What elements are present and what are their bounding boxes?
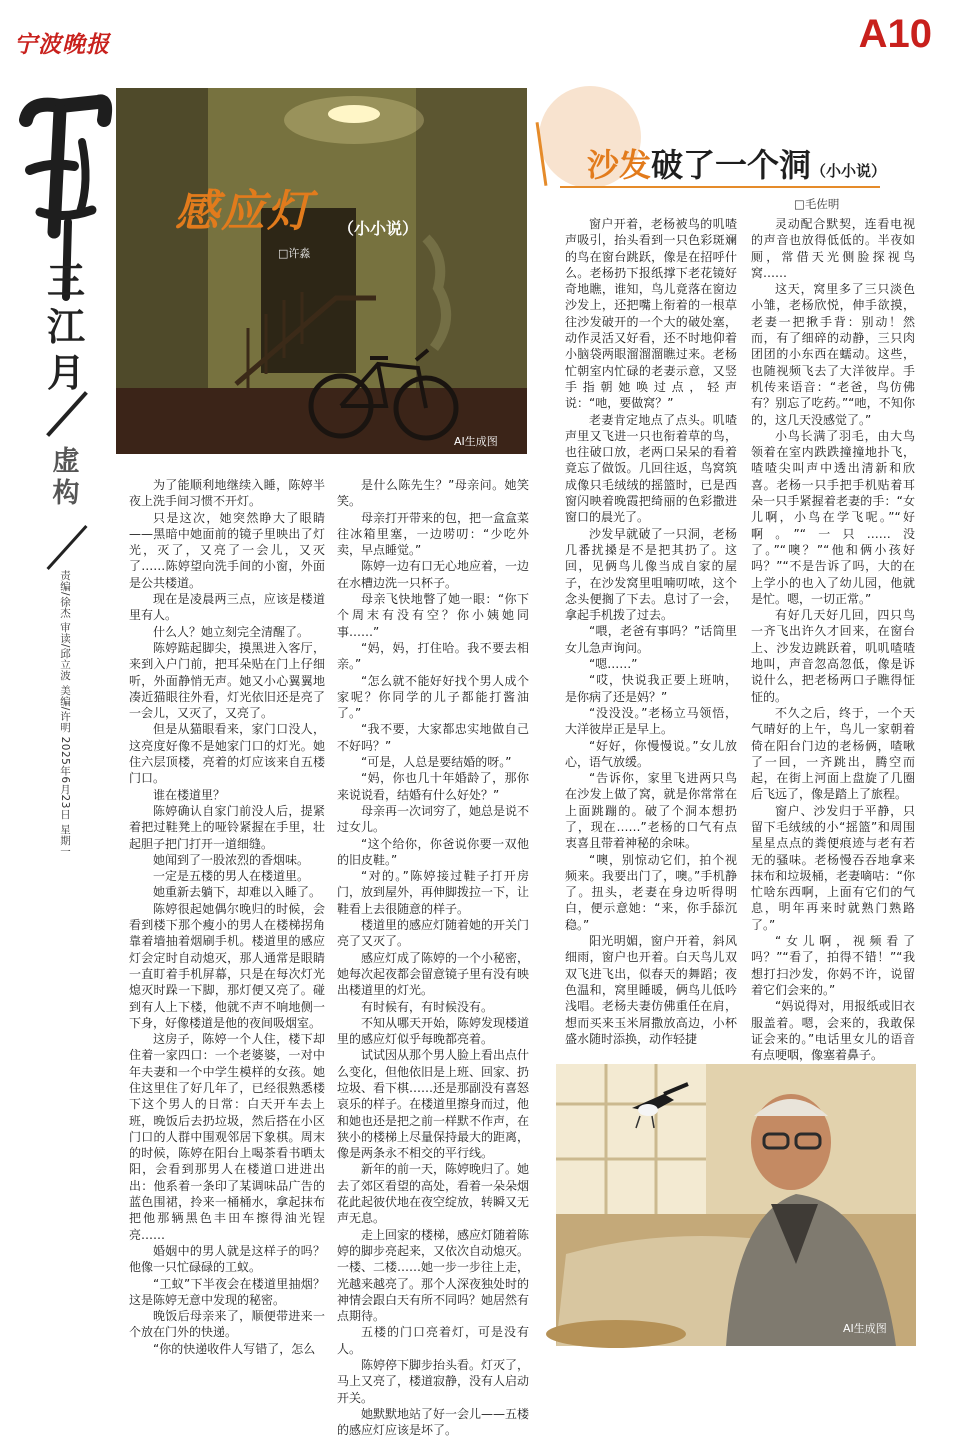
paragraph: 晚饭后母亲来了，顺便带进来一个放在门外的快递。: [129, 1309, 325, 1340]
paragraph: “没没没。”老杨立马领悟，大洋彼岸正是早上。: [565, 705, 737, 737]
divider-slash: [46, 391, 88, 437]
story1-author: □许淼: [278, 247, 311, 260]
stairwell-illustration: [116, 88, 527, 454]
story2-image-caption: AI生成图: [843, 1322, 887, 1335]
paragraph: 不久之后，终于，一个天气晴好的上午，鸟儿一家朝着倚在阳台门边的老杨俩，喳啾了一回，一齐跳出，腾空而起，在街上河面上盘旋了几圈后飞远了，像是踏上了旅程。: [751, 705, 915, 802]
paragraph: 陈婷踮起脚尖，摸黑进入客厅，来到入户门前，把耳朵贴在门上仔细听，外面静悄无声。她又小心翼翼地凑近猫眼往外看，灯光依旧还是亮了一会儿，又灭了，又亮了。: [129, 640, 325, 721]
divider-slash: [46, 525, 87, 570]
newspaper-name: 宁波晚报: [14, 31, 110, 58]
paragraph: “妈，你也几十年婚龄了，那你来说说看，结婚有什么好处？”: [337, 771, 529, 802]
paragraph: 五楼的门口亮着灯，可是没有人。: [337, 1325, 529, 1356]
paragraph: 有时候有，有时候没有。: [361, 999, 494, 1014]
paragraph: “怎么就不能好好找个男人成个家呢？你同学的儿子都能打酱油了。”: [337, 673, 529, 721]
story1-image-caption: AI生成图: [454, 435, 498, 448]
paragraph: 有好几天好几回，四只鸟一齐飞出许久才回来，在窗台上、沙发边跳跃着，叽叽喳喳地叫，声音忽高忽低，像是诉说什么，把老杨两口子瞧得怔怔的。: [751, 608, 915, 704]
paragraph: 她重新去躺下，却难以入睡了。: [153, 885, 322, 900]
paragraph: 但是从猫眼看来，家门口没人，这亮度好像不是她家门口的灯光。她住六层顶楼，亮着的灯应该来自五楼门口。: [129, 722, 325, 786]
story1-column-2: [337, 477, 530, 1438]
paragraph: 窗户开着，老杨被鸟的叽喳声吸引，抬头看到一只色彩斑斓的鸟在窗台跳跃，像是在招呼什么。老杨扔下报纸撑下老花镜好奇地瞧，谁知，鸟儿竟落在窗边沙发上，还把嘴上衔着的一根草往沙发破开的一个大的破处塞，动作灵活又好看，还不时地仰着小脑袋两眼溜溜溜瞧过来。老杨忙朝室内忙碌的老妻示意，又竖手指朝她唤过点，轻声说：“吔，要做窝？”: [565, 217, 737, 411]
paragraph: 小鸟长满了羽毛，由大鸟领着在室内跌跌撞撞地扑飞，喳喳尖叫声中透出清新和欣喜。老杨一只手把手机贴着耳朵一只手紧握着老妻的手：“女儿啊，小鸟在学飞呢。”“好啊。”“一只……没了。”“噢？”“他和俩小孩好吗？”“不是告诉了吗，大的在上学小的也入了幼儿园，他就是忙。嗯，一切正常。”: [751, 428, 915, 606]
elderly-man-photo: [556, 1064, 916, 1346]
paragraph: 什么人？她立刻完全清醒了。: [153, 624, 310, 639]
paragraph: 不知从哪天开始，陈婷发现楼道里的感应灯似乎每晚都亮着。: [337, 1015, 530, 1047]
paragraph: 母亲打开带来的包，把一盒盒菜往冰箱里塞，一边唠叨：“少吃外卖，早点睡觉。”: [337, 510, 530, 558]
story1-genre: （小小说）: [338, 219, 419, 238]
story1-title: 感应灯: [175, 186, 313, 237]
story2-title-rest: 破了一个洞: [651, 146, 812, 184]
stairwell-photo: [116, 88, 527, 454]
paragraph: 试试因从那个男人脸上看出点什么变化，但他依旧是上班、回家、扔垃圾、看下棋……还是那副没有喜怒哀乐的样子。在楼道里擦身而过，他和她也还是把之前一样默不作声，在狭小的楼梯上尽量保持最大的距离，像是两条永不相交的平行线。: [337, 1048, 530, 1161]
paragraph: “妈，妈，打住哈。我不要去相亲。”: [337, 640, 529, 672]
paragraph: 楼道里的感应灯随着她的开关门亮了又灭了。: [337, 918, 530, 949]
paragraph: 阳光明媚，窗户开着，斜风细雨，窗户也开着。白天鸟儿双双飞进飞出，似春天的舞蹈；夜色温和，窝里睡暖，俩鸟儿低吟浅唱。老杨夫妻仿佛重任在肩，想而买来玉米屑撒放高边，小杯盛水随时添换，动作轻捷: [565, 934, 737, 1046]
paragraph: 感应灯成了陈婷的一个小秘密，她每次起夜都会留意镜子里有没有映出楼道里的灯光。: [337, 950, 530, 998]
paragraph: “对的。”陈婷接过鞋子打开房门，放到屋外，再伸脚拨拉一下，让鞋看上去很随意的样子。: [337, 869, 530, 916]
paragraph: 陈婷确认自家门前没人后，提紧着把过鞋凳上的哑铃紧握在手里，壮起胆子把门打开一道细缝。: [129, 803, 325, 851]
paragraph: 谁在楼道里？: [153, 787, 226, 802]
paragraph: 沙发早就破了一只洞，老杨几番扰搡是不是把其扔了。这回，见俩鸟儿像当成自家的屋子，在沙发窝里咀喃叨哝，这个念头便搁了下去。息讨了一会，拿起手机拨了过去。: [565, 526, 737, 623]
paragraph: 这天，窝里多了三只淡色小雏，老杨欣悦，伸手欲摸，老妻一把揪手背：别动！然而，有了细碎的动静，三只肉团团的小东西在蠕动。这些，也随视频飞去了大洋彼岸。手机传来语音：“老爸，鸟仿佛有？别忘了吃药。”“吔，不知你的，这几天没感觉了。”: [751, 282, 915, 427]
paragraph: “这个给你，你爸说你要一双他的旧皮鞋。”: [337, 836, 529, 867]
paragraph: “噢，别惊动它们，拍个视频来。我要出门了，噢。”手机静了。扭头，老妻在身边听得明白，便示意她：“来，你手舔沉稳。”: [565, 852, 737, 932]
editor-credits: 责编/徐杰 审读/邱立波 美编/许明 2025年6月23日 星期一: [59, 570, 71, 857]
paragraph: 母亲再一次词穷了，她总是说不过女儿。: [337, 803, 530, 835]
paragraph: 窗户、沙发归于平静，只留下毛绒绒的小“摇篮”和周围星星点点的粪便痕迹与老有若无的骚味。老杨慢吞吞地拿来抹布和垃圾桶，老妻嘀咕：“你忙啥东西啊，上面有它们的气息，明年再来时就熟门熟路了。”: [751, 803, 915, 932]
paragraph: “可是，人总是要结婚的呀。”: [361, 755, 512, 770]
paragraph: 走上回家的楼梯，感应灯随着陈婷的脚步亮起来，又依次自动熄灭。一楼、二楼……她一步一步往上走，光越来越亮了。那个人深夜独处时的神情会跟白天有所不同吗？她居然有点期待。: [337, 1227, 530, 1324]
paragraph: 陈婷很起她偶尔晚归的时候，会看到楼下那个瘦小的男人在楼梯拐角靠着墙抽着烟刷手机。楼道里的感应灯会定时自动熄灭，那人通常是眼睛一直盯着手机屏幕，只是在每次灯光熄灭时跺一下脚，那灯便又亮了。碰到有人上下楼，他就不声不响地侧一下身，好像楼道是他的夜间吸烟室。: [129, 901, 325, 1030]
paragraph: 只是这次，她突然睁大了眼睛——黑暗中她面前的镜子里映出了灯光，灭了，又亮了一会儿，又灭了……陈婷望向洗手间的小窗，外面是公共楼道。: [129, 510, 325, 590]
paragraph: 为了能顺利地继续入睡，陈婷半夜上洗手间习惯不开灯。: [129, 478, 325, 509]
paragraph: “告诉你，家里飞进两只鸟在沙发上做了窝，就是你常常在上面跳蹦的。破了个洞本想扔了，现在……”老杨的口气有点衷喜且带着神秘的余味。: [565, 771, 737, 851]
story2-column-2: [751, 216, 915, 1063]
title-underline: [560, 186, 880, 188]
story2-author: □毛佐明: [794, 197, 840, 211]
paragraph: 灵动配合默契，连看电视的声音也放得低低的。半夜如厕，常借天光侧脸探视鸟窝……: [751, 217, 915, 280]
paragraph: 她闻到了一股浓烈的香烟味。: [153, 852, 310, 867]
paragraph: 陈婷一边有口无心地应着，一边在水槽边洗一只杯子。: [337, 559, 530, 590]
paragraph: “哎，快说我正要上班呐，是你病了还是妈？”: [565, 673, 737, 704]
paragraph: “你的快递收件人写错了，怎么: [153, 1341, 316, 1356]
story2-genre: （小小说）: [811, 162, 887, 180]
paragraph: 母亲飞快地瞥了她一眼：“你下个周末有没有空？你小姨她同事……”: [337, 592, 529, 639]
elderly-man-with-bird-illustration: [556, 1064, 916, 1346]
paragraph: “喂，老爸有事吗？”话筒里女儿急声询问。: [565, 624, 737, 655]
column-title: 三江月: [46, 258, 85, 395]
story1-column-1: [129, 477, 325, 1361]
paragraph: 陈婷停下脚步抬头看。灯灭了，马上又亮了，楼道寂静，没有人启动开关。: [337, 1358, 530, 1405]
paragraph: “工蚁”下半夜会在楼道里抽烟？这是陈婷无意中发现的秘密。: [129, 1276, 325, 1307]
paragraph: “嗯……”: [589, 657, 638, 672]
paragraph: 新年的前一天，陈婷晚归了。她去了郊区看望的高处，看着一朵朵烟花此起彼伏地在夜空绽放，转瞬又无声无息。: [337, 1162, 530, 1226]
paragraph: 老妻肯定地点了点头。叽喳声里又飞进一只也衔着草的鸟，也往破口放，老两口呆呆的看着竟忘了做饭。几回往返，鸟窝筑成像只毛绒绒的摇篮时，已是西窗闪映着晚霞把绮丽的色彩撒进窗口的晨光了。: [565, 412, 737, 525]
paragraph: 婚姻中的男人就是这样子的吗？他像一只忙碌碌的工蚁。: [129, 1243, 325, 1275]
paragraph: 现在是凌晨两三点，应该是楼道里有人。: [129, 592, 325, 623]
story2-column-1: [565, 216, 737, 1058]
paragraph: 一定是五楼的男人在楼道里。: [153, 869, 310, 884]
story2-title: [587, 140, 886, 186]
paragraph: “我不要，大家都忠实地做自己不好吗？”: [337, 722, 529, 753]
paragraph: “好好，你慢慢说。”女儿放心，语气放缓。: [565, 738, 737, 769]
paragraph: 这房子，陈婷一个人住，楼下却住着一家四口：一个老婆婆，一对中年夫妻和一个中学生模样的女孩。她住这里住了好几年了，已经很熟悉楼下这个男人的日常：白天开车去上班，晚饭后去扔垃圾，然后搭在小区门口的人群中围观邻居下象棋。周末的时候，陈婷在阳台上喝茶看书晒太阳，会看到那男人在楼道口进进出出：他系着一条印了某调味品广告的蓝色围裙，拎来一桶桶水，拿起抹布把他那辆黑色丰田车擦得油光锃亮……: [129, 1032, 325, 1242]
paragraph: “妈说得对，用报纸或旧衣服盖着。嗯，会来的，我敢保证会来的。”电话里女儿的语音有点哽咽，像塞着鼻子。: [751, 999, 915, 1063]
paragraph: 是什么陈先生？”母亲问。她笑笑。: [337, 478, 529, 509]
column-subtitle: 虚构: [52, 446, 80, 509]
story2-title-highlight: 沙发: [587, 146, 652, 184]
paragraph: 她默默地站了好一会儿——五楼的感应灯应该是坏了。: [337, 1406, 530, 1438]
paragraph: “女儿啊，视频看了吗？”“看了，拍得不错！”“我想打扫沙发，你妈不许，说留着它们会来的。”: [751, 934, 915, 997]
page-number: A10: [858, 12, 932, 56]
